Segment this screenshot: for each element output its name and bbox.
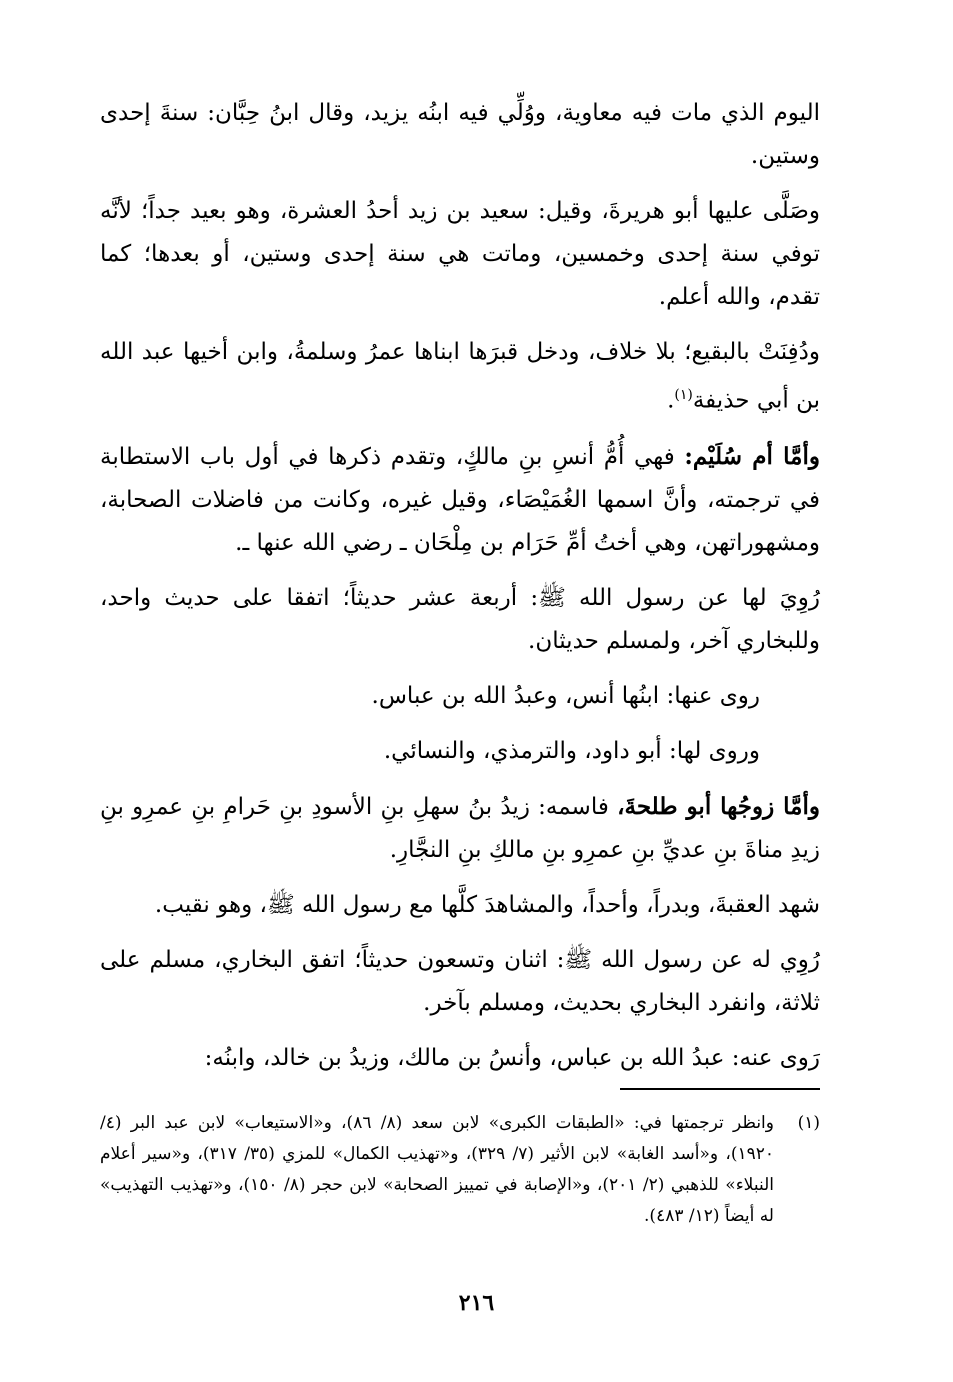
- footnote-reference[interactable]: (١): [674, 387, 693, 403]
- footnotes: [100, 1108, 820, 1232]
- paragraph-7: [100, 730, 820, 773]
- paragraph-8: [100, 785, 820, 872]
- bold-heading: وأمَّا زوجُها أبو طلحةَ،: [617, 792, 820, 820]
- bold-heading: وأمَّا أم سُلَيْم:: [684, 442, 821, 470]
- paragraph-text: روى عنها: ابنُها أنس، وعبدُ الله بن عباس.: [371, 682, 760, 709]
- paragraph-text: فاسمه: زيدُ بنُ سهلِ بنِ الأسودِ بنِ حَرامِ بنِ عمرِو بنِ زيدِ مناةَ بنِ عديِّ بنِ عمرِو بنِ مالكِ بنِ النجَّارِ.: [100, 793, 820, 863]
- paragraph-text: اليوم الذي مات فيه معاوية، ووُلِّي فيه ابنُه يزيد، وقال ابنُ حِبَّان: سنةَ إحدى وستين.: [100, 100, 820, 169]
- footnote-separator: [620, 1088, 820, 1090]
- paragraph-9: [100, 884, 820, 927]
- paragraph-tail: .: [667, 387, 675, 414]
- paragraph-10: [100, 939, 820, 1025]
- paragraph-5: [100, 577, 820, 663]
- paragraph-2: [100, 190, 820, 319]
- page-number: ٢١٦: [458, 1290, 495, 1316]
- paragraph-3: [100, 331, 820, 423]
- paragraph-text: ودُفِنَتْ بالبقيع؛ بلا خلاف، ودخل قبرَها ابناها عمرُ وسلمةُ، وابن أخيها عبد الله بن أبي حذيفة: [100, 339, 820, 414]
- paragraph-text: رُوِي له عن رسول الله ﷺ: اثنان وتسعون حديثاً؛ اتفق البخاري، مسلم على ثلاثة، وانفرد البخاري بحديث، ومسلم بآخر.: [100, 946, 820, 1016]
- paragraph-1: [100, 92, 820, 178]
- main-text: [100, 92, 820, 1092]
- footnote-text: وانظر ترجمتها في: «الطبقات الكبرى» لابن سعد (٨/ ٨٦)، و«الاستيعاب» لابن عبد البر (٤/ ١٩٢٠)، و«أسد الغابة» لابن الأثير (٧/ ٣٢٩)، و«تهذيب الكمال» للمزي (٣٥/ ٣١٧)، و«سير أعلام النبلاء» للذهبي (٢/ ٢٠١)، و«الإصابة في تمييز الصحابة» لابن حجر (٨/ ١٥٠)، و«تهذيب التهذيب» له أيضاً (١٢/ ٤٨٣).: [100, 1113, 774, 1226]
- paragraph-11: [100, 1037, 820, 1080]
- footnote-item: [100, 1108, 820, 1232]
- paragraph-text: وروى لها: أبو داود، والترمذي، والنسائي.: [383, 737, 760, 764]
- paragraph-4: [100, 435, 820, 565]
- paragraph-text: فهي أُمُّ أنسِ بنِ مالكٍ، وتقدم ذكرها في أول باب الاستطابة في ترجمته، وأنَّ اسمها الغُمَيْصَاء، وقيل غيره، وكانت من فاضلات الصحابة، ومشهوراتهن، وهي أختُ أمِّ حَرَام بن مِلْحَان ـ رضي الله عنها ـ.: [100, 443, 820, 556]
- footnote-number: (١): [797, 1113, 820, 1133]
- paragraph-6: [100, 675, 820, 718]
- paragraph-text: شهد العقبةَ، وبدراً، وأحداً، والمشاهدَ كلَّها مع رسول الله ﷺ، وهو نقيب.: [154, 891, 820, 918]
- paragraph-text: رَوى عنه: عبدُ الله بن عباس، وأنسُ بن مالك، وزيدُ بن خالد، وابنُه:: [204, 1044, 820, 1071]
- paragraph-text: وصَلَّى عليها أبو هريرةَ، وقيل: سعيد بن زيد أحدُ العشرة، وهو بعيد جداً؛ لأنَّه توفي سنة إحدى وخمسين، وماتت هي سنة إحدى وستين، أو بعدها؛ كما تقدم، والله أعلم.: [100, 198, 820, 310]
- paragraph-text: رُوِيَ لها عن رسول الله ﷺ: أربعة عشر حديثاً؛ اتفقا على حديث واحد، وللبخاري آخر، ولمسلم حديثان.: [100, 584, 820, 654]
